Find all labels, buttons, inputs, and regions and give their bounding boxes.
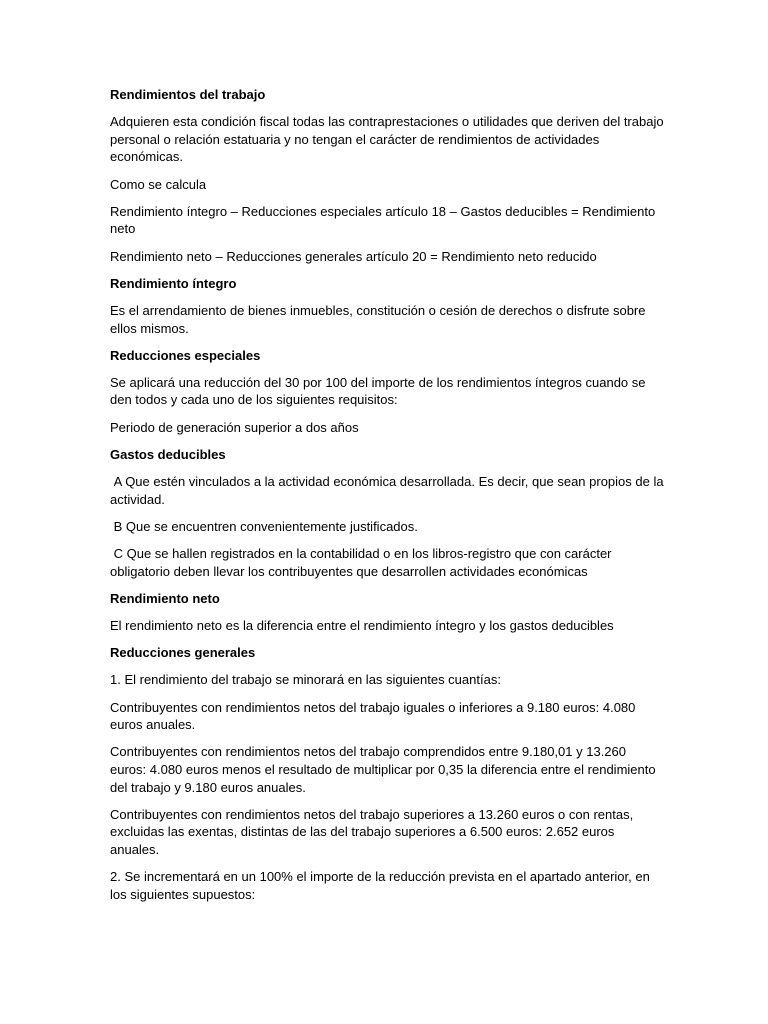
list-item: C Que se hallen registrados en la contabilidad o en los libros-registro que con carácter obligatorio deben llevar los contribuyentes que desarrollen actividades económicas — [110, 546, 616, 579]
body-paragraph: Contribuyentes con rendimientos netos del trabajo comprendidos entre 9.180,01 y 13.260 euros: 4.080 euros menos el resultado de multiplicar por 0,35 la diferencia entre el rendimiento del trabajo y 9.180 euros anuales. — [110, 744, 660, 795]
body-paragraph: Periodo de generación superior a dos años — [110, 419, 359, 435]
formula-paragraph: Rendimiento íntegro – Reducciones especiales artículo 18 – Gastos deducibles = Rendimiento neto — [110, 203, 659, 237]
body-paragraph: 1. El rendimiento del trabajo se minorará en las siguientes cuantías: — [110, 672, 501, 688]
body-paragraph: 2. Se incrementará en un 100% el importe de la reducción prevista en el apartado anterior, en los siguientes supuestos: — [110, 869, 654, 902]
section-heading: Reducciones especiales — [110, 347, 261, 363]
document-title: Rendimientos del trabajo — [110, 87, 266, 102]
section-heading: Rendimiento íntegro — [110, 275, 237, 291]
formula-paragraph: Rendimiento neto – Reducciones generales artículo 20 = Rendimiento neto reducido — [110, 248, 597, 264]
body-paragraph: Es el arrendamiento de bienes inmuebles, constitución o cesión de derechos o disfrute sobre ellos mismos. — [110, 302, 650, 336]
section-heading: Rendimiento neto — [110, 590, 220, 606]
list-item: A Que estén vinculados a la actividad económica desarrollada. Es decir, que sean propios de la actividad. — [110, 474, 668, 507]
body-paragraph: Contribuyentes con rendimientos netos del trabajo superiores a 13.260 euros o con rentas, excluidas las exentas, distintas de las del trabajo superiores a 6.500 euros: 2.652 euros anuales. — [110, 806, 637, 857]
section-heading: Reducciones generales — [110, 645, 256, 661]
section-heading: Gastos deducibles — [110, 446, 226, 462]
body-paragraph: El rendimiento neto es la diferencia entre el rendimiento íntegro y los gastos deducibles — [110, 617, 614, 633]
body-paragraph: Contribuyentes con rendimientos netos del trabajo iguales o inferiores a 9.180 euros: 4.080 euros anuales. — [110, 699, 640, 733]
list-item: B Que se encuentren convenientemente justificados. — [110, 518, 418, 534]
body-paragraph: Se aplicará una reducción del 30 por 100 del importe de los rendimientos íntegros cuando se den todos y cada uno de los siguientes requisitos: — [110, 374, 650, 408]
intro-paragraph: Adquieren esta condición fiscal todas las contraprestaciones o utilidades que deriven del trabajo personal o relación estatuaria y no tengan el carácter de rendimientos de actividades económicas. — [110, 114, 668, 165]
calc-label: Como se calcula — [110, 176, 207, 192]
